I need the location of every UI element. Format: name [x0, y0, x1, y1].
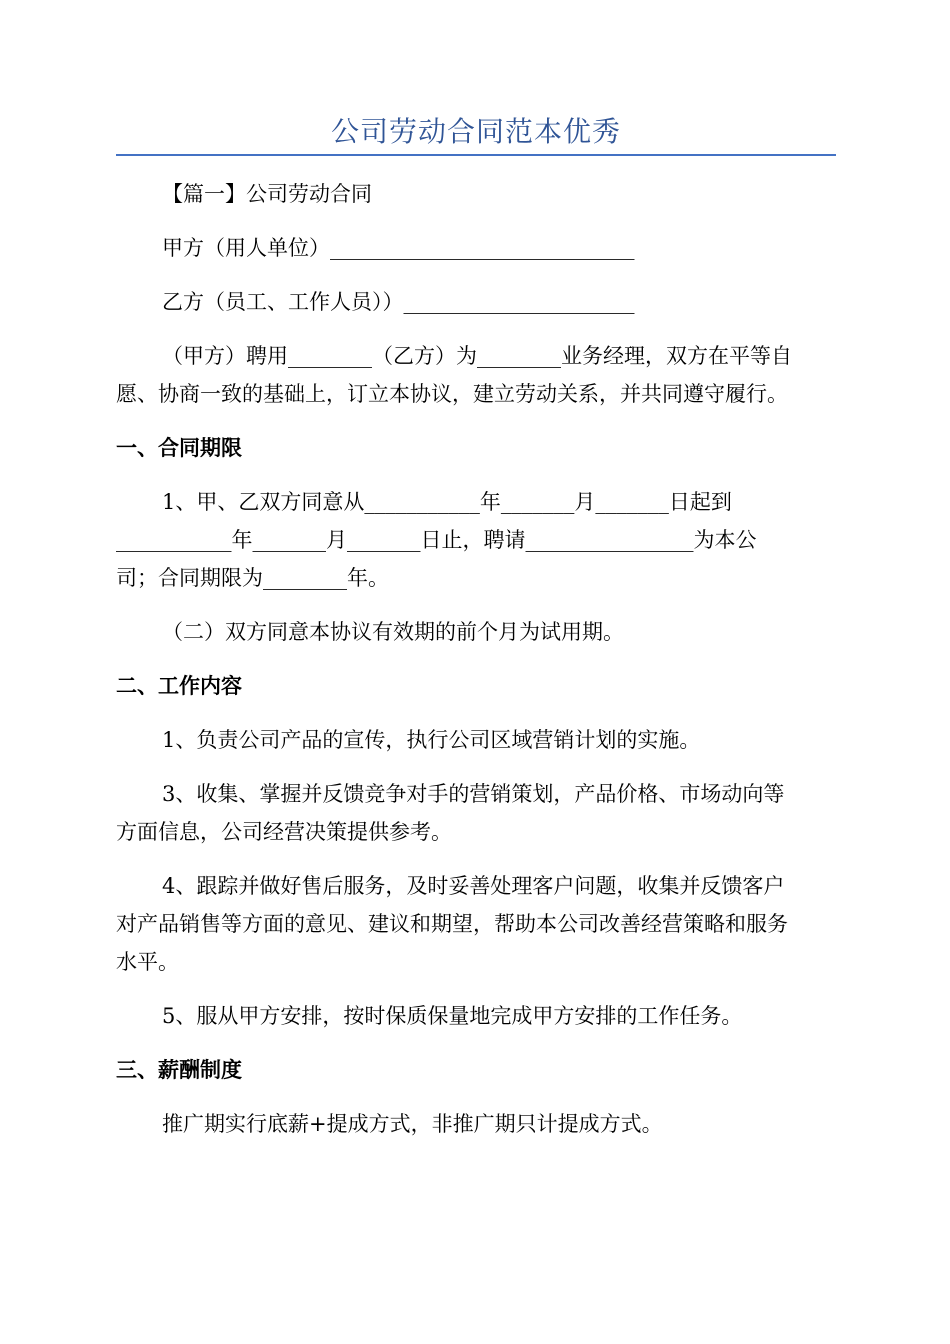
document-title: 公司劳动合同范本优秀 — [330, 115, 621, 148]
term-paragraph-line-3: 司；合同期限为________年。 — [116, 566, 389, 590]
party-b-line: 乙方（员工、工作人员））______________________ — [162, 290, 635, 314]
section-label-part-one: 【篇一】公司劳动合同 — [162, 182, 372, 206]
party-a-line: 甲方（用人单位）_____________________________ — [162, 236, 635, 260]
heading-salary-system: 三、薪酬制度 — [116, 1057, 242, 1082]
intro-paragraph-line-1: （甲方）聘用________（乙方）为________业务经理，双方在平等自 — [162, 344, 792, 368]
term-paragraph-line-2: ___________年_______月_______日止，聘请________________为本公 — [116, 528, 757, 552]
work-item-3-line-1: 3、收集、掌握并反馈竞争对手的营销策划，产品价格、市场动向等 — [162, 782, 785, 806]
work-item-4-line-3: 水平。 — [116, 950, 179, 974]
work-item-3-line-2: 方面信息，公司经营决策提供参考。 — [116, 820, 452, 844]
intro-paragraph-line-2: 愿、协商一致的基础上，订立本协议，建立劳动关系，并共同遵守履行。 — [116, 382, 788, 406]
title-underline — [116, 154, 836, 156]
heading-work-content: 二、工作内容 — [116, 673, 242, 698]
work-item-4-line-2: 对产品销售等方面的意见、建议和期望，帮助本公司改善经营策略和服务 — [116, 912, 788, 936]
work-item-4-line-1: 4、跟踪并做好售后服务，及时妥善处理客户问题，收集并反馈客户 — [162, 874, 785, 898]
term-paragraph-line-1: 1、甲、乙双方同意从___________年_______月_______日起到 — [162, 490, 732, 514]
work-item-1: 1、负责公司产品的宣传，执行公司区域营销计划的实施。 — [162, 728, 701, 752]
salary-paragraph: 推广期实行底薪+提成方式，非推广期只计提成方式。 — [162, 1112, 663, 1136]
heading-contract-term: 一、合同期限 — [116, 435, 242, 460]
work-item-5: 5、服从甲方安排，按时保质保量地完成甲方安排的工作任务。 — [162, 1004, 743, 1028]
probation-paragraph: （二）双方同意本协议有效期的前个月为试用期。 — [162, 620, 624, 644]
